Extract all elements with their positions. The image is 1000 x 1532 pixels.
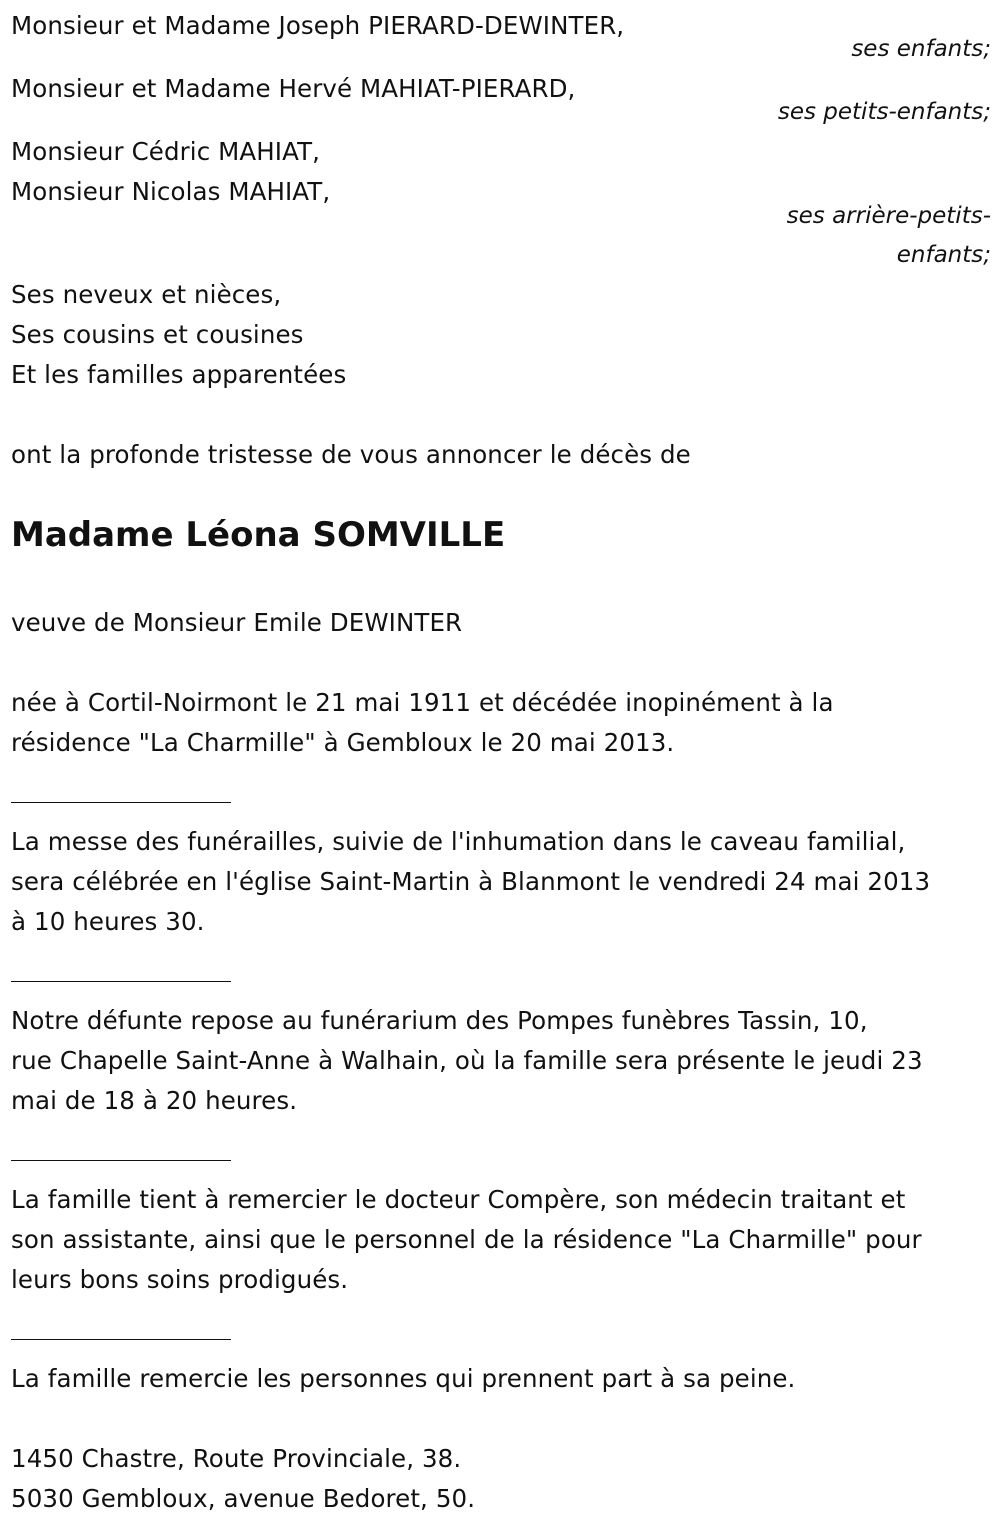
funeral-line2: sera célébrée en l'église Saint-Martin à Blanmont le vendredi 24 mai 2013 <box>11 867 931 896</box>
separator-rule <box>11 802 231 803</box>
grandchildren-role: ses petits-enfants; <box>777 99 991 125</box>
separator-rule <box>11 981 231 982</box>
thanks-line3: leurs bons soins prodigués. <box>11 1265 349 1294</box>
cousins: Ses cousins et cousines <box>11 320 304 349</box>
closing-thanks: La famille remercie les personnes qui prennent part à sa peine. <box>11 1364 796 1393</box>
thanks-line2: son assistante, ainsi que le personnel de la résidence "La Charmille" pour <box>11 1225 922 1254</box>
children-role: ses enfants; <box>851 36 991 62</box>
greatgrandchild-nicolas: Monsieur Nicolas MAHIAT, <box>11 177 331 206</box>
greatgrandchildren-role-line2: enfants; <box>896 242 991 268</box>
greatgrandchild-cedric: Monsieur Cédric MAHIAT, <box>11 137 321 166</box>
address-gembloux: 5030 Gembloux, avenue Bedoret, 50. <box>11 1484 476 1513</box>
announcement-text: ont la profonde tristesse de vous annoncer le décès de <box>11 440 691 469</box>
widow-of: veuve de Monsieur Emile DEWINTER <box>11 608 463 637</box>
deceased-name: Madame Léona SOMVILLE <box>11 515 506 555</box>
nephews-nieces: Ses neveux et nièces, <box>11 280 282 309</box>
birth-death-line1: née à Cortil-Noirmont le 21 mai 1911 et décédée inopinément à la <box>11 688 834 717</box>
separator-rule <box>11 1160 231 1161</box>
viewing-line1: Notre défunte repose au funérarium des Pompes funèbres Tassin, 10, <box>11 1006 868 1035</box>
thanks-line1: La famille tient à remercier le docteur Compère, son médecin traitant et <box>11 1185 906 1214</box>
children-names: Monsieur et Madame Joseph PIERARD-DEWINTER, <box>11 11 625 40</box>
address-chastre: 1450 Chastre, Route Provinciale, 38. <box>11 1444 462 1473</box>
related-families: Et les familles apparentées <box>11 360 347 389</box>
separator-rule <box>11 1339 231 1340</box>
viewing-line2: rue Chapelle Saint-Anne à Walhain, où la famille sera présente le jeudi 23 <box>11 1046 923 1075</box>
greatgrandchildren-role-line1: ses arrière-petits- <box>786 203 991 229</box>
obituary-document <box>11 0 991 1532</box>
funeral-line3: à 10 heures 30. <box>11 907 205 936</box>
birth-death-line2: résidence "La Charmille" à Gembloux le 20 mai 2013. <box>11 728 675 757</box>
grandchildren-names: Monsieur et Madame Hervé MAHIAT-PIERARD, <box>11 74 576 103</box>
viewing-line3: mai de 18 à 20 heures. <box>11 1086 298 1115</box>
funeral-line1: La messe des funérailles, suivie de l'inhumation dans le caveau familial, <box>11 827 906 856</box>
